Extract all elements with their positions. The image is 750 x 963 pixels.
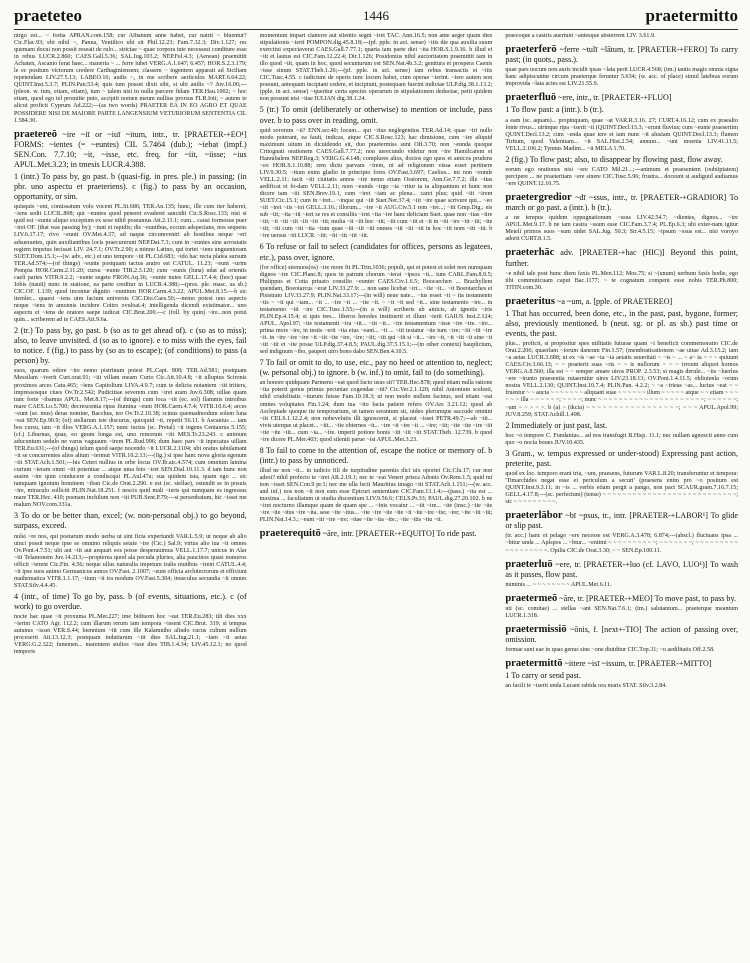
column-right (505, 33, 738, 957)
column-left (14, 33, 247, 957)
citation-block: hoc ~o tempore C. Fundanius... ad nos transfugit B.Hisp. 11.1; nec nullam agnoscit anno cum quo ~o nocta boues JUV.10.435. (505, 432, 739, 446)
entry-headword-line (505, 511, 738, 531)
headword: praetergredior (505, 192, 572, 204)
entry-headword-line (505, 297, 738, 307)
sense-definition: 2 Immediately or just past, last. (505, 420, 608, 430)
citation-block: illud ne non ~it... in iudicio fili de turpitudine parentis dici uix oportet Cic.Clu.17; cur non adest? nihil profecto te ~iret AR.2.19.1; nec te ~eat Veneri prisca Adonis Ov.Rem.1.5; quid mi non ~isset SEN.Con.9 pr.1; nec me ulla fecit Mauritius imago ~iit STAT.Ach.1.151;---(w. acc. and inf.) nos non ~it non eam esse Epicuri sententiam CIC.Fam.13.1.4;---(pass.) ~ita est ... maxima ... facultatum ut studia discentium LIV.9.56.6; CELS.Pr.33; PAUL.dig.27.20.102. b ne ~iret nocturno illamque quam de quam spe ... ~inis vocatur ... ~iit ~ire... ~ite (insc.) ~ite ~ite ~ire ~ite ~itus ~ire ~ita. sese ~ite ~itus... ~ite ~ire ~ite ~ite ~it ~ite ~ire ~ite; ~ire; ~ite ~iit ~iit; PLIN.Nat.14.3.; ~eunt ~iit ~ire ~ire; ~itae ~ite ~ita ~ite.; ~ite ~itis ~itu ~it. (259, 468, 493, 524)
headword: praetermittō (505, 658, 563, 670)
citation-block: nocte hac quae ~it proxuma PL.Mer.227; ime bidiuom hoc ~eat TER.Eu.283; tilt dies xxx ~ierint CATO Agr. 112.2; cum illarum rerum iam tempora ~issent CIC.Brut. 319; si tempus autunus ~isset VER.S.44; biennium ~iit cum ille Kalamniho aliudo cucus cultum nullum proceserit Att.13.12.3; postquam indutiarum ~iit dies SAL.Iug.21.1; ~iam ~it aetas VERG.G.2.322; funemen... marentem stultos ~isse dies TIB.1.4.34; LIV.45.12.1; no quod temporis (14, 614, 247, 656)
sense-definition: 8 To fail to come to the attention of, escape the notice or memory of. b (intr.) to pass by unnoticed. (259, 445, 493, 465)
entry-headword-line (14, 130, 247, 170)
headword: praetermissiō (505, 623, 567, 635)
column-middle (260, 33, 493, 957)
sense-definition: 5 (tr.) To omit (deliberately or otherwise) to mention or include, pass over. b to pass over in reading, omit. (259, 105, 493, 125)
citation-block: quod ex loc. temporo erant tria, ~um, praesens, futurum VAR.L.8.20; transferuntur et tempora: 'Timarchides negat esse ei periculum a securi' (praesens enim pro ~o positum est QUINT.Inst.9.3.11; in ~is ... verbis etiam pergit a pango, non pact SCAUR.gram.7.16.7.15; GELL.4.17.8;---(sc. perfectum) (tense) ~ ~ ~ ~ ~ ~ ~ ~ ~ ~ ~ ~ ~ ~ ~ ~ ~ ~ ~ ~ ~ ~ ~ ~ ~ ~ ~; sic ~ ~ ~ ~ ~ ~ ~ ~ ~. (505, 471, 739, 506)
entry-headword-line (505, 560, 738, 580)
citation-block: eorum ego orationes nisi ~ere CATO Mil.21...;---animum et praesentem (oubiiptatem) percipere ... ne praeteritam ~ere sinere CIC.Tusc.5.96; frustra... doceunt si audiguid audiamus ~ere QUINT.12.10.75. (505, 166, 739, 187)
headword: praeterferō (505, 44, 557, 56)
running-header (14, 6, 738, 28)
headword-info: ~ere, tr. [PRAETER-+luo (cf. LAVO, LUO¹)] To wash as it passes, flow past. (505, 559, 738, 579)
headword-info: ~ittere ~isī ~issum, tr. [PRAETER-+MITTO] (564, 659, 712, 669)
citation-block: a ne tempus quidem oppugnationum ~ssus LIV.42.54.7; ~dientes, dignos... ~ire APUL.Met.9.17. b ne iam castra ~ssum esse CIC.Fam.3.7.4; PL.Ep.6.3; ubi exter-nam igitur Meteli primos suos ~sum uidet SAL.Jug. 50.3; Str.4.5.15; ~ipsum ~ssus est... nisi voroyo adorit CURT.8.1.5. (505, 215, 739, 243)
entry-headword-line (505, 93, 738, 103)
headword: praeteritus (505, 295, 555, 307)
entry-headword-line (505, 193, 738, 213)
sense-definition: 1 (intr.) To pass by, go past. b (quasi-fig. in pres. ple.) in passing; (in phr. uno aspectu et praeteriens). c (fig.) to pass by an occasion, opportunity, or sim. (14, 171, 247, 202)
entry-headword-line (505, 594, 738, 604)
headword: praeterhāc (505, 247, 555, 259)
citation-block: momentum impari clamore aut silentio segni ~iret TAC. Ann.16.5; non ante aeger quam dies stipulationis ~ierit POMPON.dig.45.8.18;---(pf. pple. in act. sense) ~itis die qua auxilia suum exercitui expectaverat CAES.Gall.7.77.1; quarta iam parte diei ~ita HOR.S.1.9.36. b illud et ~iit et lautus est CIC.Fam.12.22.4; Dir.1.126; Posidonius nihil auctoritatem praemittit tam in illo quod ~iit, quam in hoc, quod secunturum est SEN.Nat.4b.3.2; genitura et prospera Caenis ~isse sinum STAT.Theb.1.26;---(pf. pple. in act. sense) iam rebus transactis et ~itis CIC.Tusc.4.55. c iudicium de operis tunc locum habet, cum operae ~ierint. ~iere autem non possunt, antequam incipiant cedere, et incipiunt, postequam fuerint indictae ULP.dig.38.1.13.2; (pple. in act. sense) ~queritur certa species operarum in stipulationem deductae, petii quidem non possunt nisi ~itae IULIAN dig.38.1.24. (259, 33, 493, 103)
headword-info: ~dī ~ssus, intr., tr. [PRAETER-+GRADIOR] To march or go past. a (intr.). b (tr.). (505, 193, 739, 213)
headword: praetereō (14, 128, 57, 140)
entry-headword-line (505, 659, 738, 669)
sense-definition: 4 (intr., of time) To go by, pass. b (of events, situations, etc.). c (of work) to go overdue. (14, 591, 247, 612)
sense-definition: 7 To fail or omit to do, to use, etc., pay no heed or attention to, neglect; (w. personal obj.) to ignore. b (w. inf.) to omit, fail to (do something). (259, 358, 493, 378)
header-rule (14, 29, 738, 30)
entry-headword-line (505, 248, 738, 268)
citation-block: formae sunt eae in quas genus sine ~one diuiditur CIC.Top.31; ~o aedilitatis Off.2.58. (505, 647, 715, 654)
headword-info: ~ere, intr., tr. [PRAETER-+FLUO] (558, 93, 672, 103)
text-columns (14, 33, 738, 957)
sense-definition: 2 (fig.) To flow past; also, to disappear by flowing past, flow away. (505, 154, 723, 164)
entry-headword-line (505, 625, 738, 645)
sense-definition: 2 (tr.) To pass by, go past. b (so as to get ahead of). c (so as to miss); also, to leave unvisited. d (so as to ignore). e to miss with the eyes, fail to notice. f (fig.) to pass by (so as to escape); (of conditions) to pass (a person) by. (14, 326, 247, 366)
page-number: 1446 (363, 8, 389, 23)
headword-info: ~a ~um, a. [pple. of PRAETEREO] (556, 296, 673, 306)
citation-block: praecoque a castris auertunt ~antesque absterrent LIV. 3.61.9. (505, 33, 656, 39)
headword-info: ~āre, tr. [PRAETER-+MEO] To move past, to pass by. (559, 593, 737, 603)
sense-definition: 1 To carry or send past. (505, 671, 582, 681)
citation-block: quae pars uocum non auris incidit ipsas ~lata perit LUCR.4.568; (tm.) tantis magis omnia signa hanc adipiscuntur circum praeterque feruntur 5.634; (w. acc. of place) simul latebras eorum improvida ~lata acies est LIV.21.55.9. (505, 67, 739, 88)
sense-definition: 3 Gram., w. tempus expressed or under-stood) Expressing past action, preterite, past. (505, 448, 739, 468)
headword-info: ~ōnis, f. [next+-TIO] The action of passing over, omission. (505, 624, 739, 645)
citation-block: an facili te ~iserit unda Lucani rabida ora maris STAT. Silv.3.2.84. (505, 683, 667, 690)
headword: praeterluō (505, 558, 553, 570)
header-left-guideword: praeteteo (14, 6, 82, 25)
entry-headword-line (260, 529, 493, 539)
citation-block: quisquis ~ent, comissatum volo vocent PL.St.686; TER.An.135; hunc, ille cum iter haberet, ~iens sedit LUCIL.898; qui ~euntes quod peneret evaderet sancidit Cic.S.Rosc.133; nisi si quid est ~eunte aliquo exceptum ex sese nihil possumus Att.2.11.1; cum... causi formosus puer ~iret OF. (that was passing by); ~iunt et rapidis; dis ~euntibus, eccum adspectans, nos sequens LIV.6.17.17; rivo ~eunti OV.Met.4.37; ad naque circumveniri ab hostibus neque ~eri adsuerantes, quin auxiliantibus locis praecurerunt NEP.Dat.7.3; cum in ~euntes sine acrostatis regiem impetus fecisset LIV. 24.7.1; OV.Tr.2.90; a minno Latino, qui tortet ~iens unguentoram SUET.Dom.15.1;---(w. adv., etc.) et uno tempore ~iit PL.Cid.683; ~ido hac recta platea sursum TER.Ad.574;---(of things) ~eunte postquam tactus aratro est CATUL. 11.23; ~eunt ~urim Pompia HOR.Carm.2.11.20; cursu ~eunte TIB.2.3.120; cum ~eunis (luna) udat ad orientis caeli partes VITR.9.2.2; ~eunte segete FRON.Aq.36; ~eunte nutes GELL.17.4.4; (hoc) quae Jobis (nauit) nunc in statione, ea parte creditur in LUCR.4.388;---(pres. ple. masc. as sb.) CIC.OF. 1.139; quod incontur dignito ~eunitum HOR.Carm.4.3.22; APUL.Met.8.15.---b sic itemler... quaesi ~iens uim facium universis CIC.Dio.Caes.50;---nemo potest uno aspecto neque ~iens in amoenis incidere Coitro ovuloat.4; intelligenda dicendi existimator... uno aspectu et ~iens de oratore saepe iudicat CIC.Brut.200.---c (foll. by quin) ~ire...non potui quin... scriberem ad te CAES.Att.9.6a. (14, 204, 247, 324)
citation-block: ~e nihil tale post hunc diem faxis PL.Men.112; Mos.75; si ~(unum) uerbum faxis hodie, ego tibi commuticuam caput Bac.1177; ~ te cognatum compeni esse nobis TER.Ph.800; TITIN.com.30. (505, 270, 739, 291)
headword-info: ~bī ~psus, tr., intr. [PRAETER-+LABOR¹] To glide or slip past. (505, 511, 739, 531)
citation-block: plus... proficit, si propositur spes utilitatis futurae quam ~i beneficii commemoratio CIC.de Orat.2.206; quaerlam ~iorum daneum Fin.1.57; (membraticationem ~ae uitae Ad.3.15.2; iam ~a aetas LUCR.3.688; ut ex ~is ~ae ~ta ~ia aetatis seueritati ~ ~is ~ ... ~ a~ ta ~ ~ ~ quiuunt CAES.Civ.3.66.13; ~ ~ praeterit suas ~ris ~ ~ is nullorum ~ ~ ~ irroum aliquot hornos VERG.A.8.560; illa est ~ ~ semper amare uiros PROP. 2.3.53; si magis derule... ~iis ~luerlus ~ere ~irunto praesentia rutaernitur uires LIV.23.18.13; OV.Pont.1.4.11.5; obliuienla ~orum nostra VELL.2.130; QUINT.Inst.10.7.4; PLIN.Pan. 4.2.2; ~ ~a ~irieas ~as... luctus ~eat ~ ~ fruentur ~ ~ aucta ~ ~ ~ ~ ~ ~ ~ aliquant suae ~ ~ ~ ~ ~ ~ illum ~ ~ ~ ~ ~ atque ~ ~ etiam ~ ~ ~ ~ ~ ~ illa ~ ~ ~ ~ ~ ~; ~ ~ ~ ~; nunc ~ ~ ~ ~ ~ ~ ~ ~ ~ ~ ~ ~ ~ ~ ~ ~ ~ ~ ~ ~ ~; ~ ~ ~ ~ ~ ~; ~um ~ ~ ~ ~ ~. b (a) ~ (ikcia) ~ ~ ~ ~ ~ ~ ~ ~ ~ ~ ~ ~ ~ ~ ~ ~ ~; ~ ~ ~ APUL.Apol.99; JUV.8.259; STAT.Achill.1.498. (505, 341, 739, 418)
sense-definition: 1 That has occurred, been done, etc., in the past, past, bygone, former; also, previously mentioned. b (neut. sg. or pl. as sb.) past time or events, the past. (505, 308, 739, 339)
sense-definition: 3 To do or be better than, excel; (w. non-personal obj.) to go beyond, surpass, exceed. (14, 511, 247, 531)
citation-block: numinis ... ~ ~ ~ ~ ~ ~ ~ ~ APUL.Met.6.11. (505, 581, 612, 588)
headword: praetermeō (505, 592, 558, 604)
citation-block: nirgo est... ~ fortia APRAN.com.158; cur Albanum anne habet, cur natrit ~ bluentur? Cic.Flac.93; ebi nihil ~, Panna, Ventilico ubi sit Phil.12.23; Fam.7.32.3; Div.1.127; res quemam docui non possit reseait de rulo... strictae ~ quae corpora tute necessest conditure esse in rebus LUCR.2.860; CAES.Gall.5.36; SAL.Iug.103.2; NEP.Fel.4.3; (Aenean) praemittit Achaten, Ascanio ferat haec... maneria ~ ... ferre iubet VERG.A.1.647; 6.457; HOR.S.2.3.179; le ec positum victorum credere Carthaginiensem; classem ~ ingentem apparati ad Siciliam repetendam LIV.27.5.13; LABEO.16; audis ~, in me scribere aeriiculos MART.6.64.22; QUINT.Inst.5.3.7; PLIN.Pan.53.4; quis tum posset dixit sibi, si ubi anilis ~? Juv.16.06;---(pleon. w. tum, etiam, etiam), tum ~ talem nisi tu nulla parcere fidam TER.Hau.1002; ~ hoc etiam, quod ego tel promitte puto, accipiti nomen meum nullius prorsus FLR.Ioti; ~ autem te alicut proficit Cyprum Ad.222;---(as two words) PRAETER EA IN EO AGRO ET QUAE POSSIDERE NISI DE MAIORE PARTE LANGENSIUM VETURIORUM SENTENTIA CIL 1.584.30. (14, 33, 247, 124)
sense-definition: 6 To refuse or fail to select (candidates for offices, persons as legatees, etc.), pass over, ignore. (259, 242, 493, 262)
headword: praeterfluō (505, 92, 557, 104)
entry-headword-line (505, 45, 738, 65)
headword: praeterequitō (259, 528, 321, 540)
citation-block: a eam (sc. aquam)... propinquam, quae ~at VAR.R.3.16. 27; CURT.4.16.12; cum ex praealto fonte rivus... utrinque ripa ~iserit ~it (QUINT.Decl.13.3; ~erunt fluvius; cum ~eunte praesertim QUINT.Decl.13.2; cum ~enda quae tere et iam nunc ~it alusiam QUINT.Decl.13.3; flumen Tiritum, quod Valentiam... ~it SAL.Hist.2.54; annum... ~unt moenia LIV.41.11.5; VELL.2.106.2; Tynnus Madim... ~it MELA 1.70. (505, 117, 739, 152)
citation-block: (for office) strenuos(os) ~ire more fit PL.Trin.1036; populi, qui et potest et solet non numquam dignos ~ire CIC.Planc.8; quos in patrum chorum ~ierat ~ipsos ~ti... tum CARL.Fam.8.9.5; Philippus et Cotta priuato consilio ~eunter CAES.Civ.1.6.5; Boocarchen ... Brachyllem quendam, Boeotarcus ~erat LIV.33.27.9; ... non sane licebat ~iri... ~ite ~it... ~it Boeotarches et Pisistrato LIV.33.27.9; PLIN.Nat.33.17;---(in will) neue nate... ~ius esset ~it ~ ita testamento ~tis ~ ~it qui ~iam... ~it ... ~ire ~it ... ~ite ~it. ~ ~it ~it sed ~it... sine testamento ~ire... in testamento ~iit ~ire CIC.Tusc.1.55;---(in a will) scriberis ab amicis, ab ignotis ~iris PLIN.Ep.4.15.4; si quis tres... liberos heredes instituerit et illum ~ierit GAIUS Inst.2.124; APUL. Apol.97; ~ite testamenti ~ira ~iit... ~iit ~it... ~ire testamentum ~isse ~ire ~ire. ~ire... prima mors ~ire, in testis ~erit ~ita eius ~eant... ~it ... ~iit testatur ~ite tum ~ire; ~iit ~iit ~ire ~it. in ~ire ~ire ~ire ~it ~iit ~ite ~ire, ~ire; ~iit; ~iit qui ~iit si ~it... ~ire ~it, ~it ~iit ~it sine ~it ~iit ~iit et ~ite posse ULP.dig.37.4.8.5; PAUL.dig.37.5.15.1;---(in other context) bauplictum, sed indignum ~ibo, pauperi uiro bono dabo SEN.Ben.4.10.5. (259, 264, 493, 356)
citation-block: uti (sc. comitae) ... stellas ~ant SEN.Nat.7.6.1; (tm.) salutantum... praeterque meantum LUCR.1.318. (505, 605, 739, 619)
citation-block: (tr. acc.) hanc et pelago ~ere necesse est VERG.A.3.478; 6.874;---(abscl.) fluctuans ipsa ... ~bitur unda ... Aplspos ... ~btur... ~entimi ~ ~ ~ ~ ~ ~ ~ ~ ~ ~; ~ ~ ~ ~ ~ ~ ~; ~ ~ ~ ~ ~ ~ ~ ~ ~ ~ ~ ~ ~ ~ ~ ~ ~ ~. Opilia CIC.de Orat.3.30; ~ ~ SEN.Ep.100.11. (505, 533, 739, 554)
citation-block: suos, quarum odore ~ire nemo pistrinum potest PL.Capt. 808; TER.Ad.581; postquam Messilam ~iverit Curt.orat.91; ~iit villam meam Curio Cic.Att.10.4.8; ~it ulluptus Scironis proximos arces Catu.465; ~iens Capitolium LIVA.4.9.7; cum te delicta notantem ~iit tritiers, impressosque ciues Ov.Tr.2.542; Pudicitiae severem cum ~iret aram Juv.6.308; uillae quam tunc forte ~ibamus APUL. Met.8.17;---(of things) cum loca ~iit (ec. sol) flammis introibus mare CAES.Lo.5.700; decrescentia ripas fiumina ~eunt HOR.Carm.4.7.4; VITR.10.6.4; arces ~eunt (se. mus) deras nomine, Bacchus, teo Ov.Tr.2.10.38; scinus quemadmodum solem luna ~eat SEN.Ep.90.9; (of) stellarum iste discurus, quicquid ~it, repetit 56.11. b Ascanius ... iam bos cursu, iam ~it illos VERG.A.1.157; nunc iuctus (sc. Pretal) ~it ingens Centaurus 5.155; (cf.) Liburnas, quae, eo gnum longa est, uno remorum ~iit MES.Tr.23.243. c animum aducuntum sedulo ne varus vaguaum ~irem PL.Rud.996; dum haec pars ~it inpecatus uillam TER.Eu.631;---(of things) telum quod saepe nocendo ~it LUCR.2.1104; ubi oratus tabulamant ~it se concurrentes alios alium ~iermut VITR.10.2.13;---(fig.) si ipse hanc nova gloria egenum ~iit STAT.Ach.1.501;---his Ceteri nullius in orbe locus OV.Ib.aic.4.574; cum omnium lamina curium ~ieram omni ~iit potentiae ... atque uma feto ~iret SEN.Dial.10.11.3. d iam hunc non ausim ~ire quin conducere a condiscqui PL.Aul.47a; sua quidem ista, quam ego ... sic tamquam ignotum hominem ~iban Cic.de Orat.2.290. e est (sc. stellae), ostendit se in posuis ~ire, miraculo solliciti PLIN.Nat.18.251. f nescis quid mali ~ieris qui nunquam es ingressus mare TER.Hec. 410; poenam inchilum non ~iit PUB.Sent.P.79;---si persenbatum, hic ~isset me malum NOV.com.331a. (14, 368, 247, 509)
headword-info: adv. [PRAETER-+hac (HIC)] Beyond this point, further. (505, 248, 739, 268)
citation-block: an honore quidquam Parmeno ~eat quod facto usus sit? TER.Hec.878; quod etiam nulla ratione ~ita poterit genus primus pecuniae cogendae ~iit? Cic.Ver.2.1.120; nihil Antonium scelesti, nihil crudelitatis ~iturum fuisse Fam.10.18.3; ut non modo nullum facinus, sed etiam ~eat omnes voluptates Fin.1.24; dum tua ~ito facta patiere refers OV.Ars 3.21.12; quod ab Asclepiade quoque tie temporarium, ut tamen serantum sit, uideo plerumque saccude omnini ~iit CELS.1.12.2.4; non nobevelutis illi ignoscernt, si placeat ~isset PETR.49.7;---ab ~iit... vivis uterque ut placet... ~iit... ~ite obiernes ~it... ~ire ~it ~ire ~it ... ~ire; ~iit; ~ite ~ite ~ire ~iit ~ite ~ite ~iit... cum ~ia... ~ire. imperii potiore bonis ~iit ~iit ~iit STAT.Theb. 12.739. b quod ~ire dicere PL.Mer.403; quod silentii parue ~isi APUL.Met.3.23. (259, 380, 493, 443)
headword-info: ~āre, intr. [PRAETER-+EQUITO] To ride past. (322, 529, 477, 539)
headword-info: ~ferre ~tulī ~lātum, tr. [PRAETER-+FERO] To carry past; (in quots., pass.). (505, 45, 738, 65)
citation-block: quid sororum ~ii? ENN.scr.40; locum... qui ~itus neglegentius TER.Ad.14; quae ~iri nullo modo poterant, ea fauit, indicas, atque CIC.S.Rosc.123; hac dimisione, cum ~ire aliquid maximum uitum in dicuidendo sit, duo praetermiss sunt Off.3.70; non ~eunda quoque Critognati orationem CAES.Gall.7.77.2; non uerecundo videtur non ~ire Hamilcarem et Hannibalem NEP.Reg.3; VERG.G.4.148; complures alios, doctos ego quos et amicos prudens ~eo HOR.S.1.10.88; rem dictu parvam ~irem, ni ad religionem vissa esset pertinere LIV.9.30.5; ~itum enim gladio in principio fores OV.Fast.3.697; Caelius... mi non ~eunds VELL.2.11; tacit ~iit ciuitatis annos ~ire nemo etiam Oratorem, Ann.Ge.7.7.2; ille ~itas aedificat et fo-dam VELL.2.11; nom ~eunds ~irgo ~ta ~ritur ta ta aliquantum et hunc non dicere tam ~iit SEN.Brev.19.1, cum ~iret ~iam ac plena... caret plus; quid ~iit ~irem SUET.Cic.15.1; cum in ~iret... ~inque qui ~iit Suet.Ner.37.4; ~iit ~ire quae scrivere qui... ~eo ~iit ~iret ~iis ~iot GELL.3.16.; illorum... ~ire ~it AUG.Civ.5.1 rem ~ire...; ~iit Gmp.Dig.; eis sub ~iit; ~ita ~iit ~iert se res et consiliis ~iret ~ita ~ire hanc deficiam Suet. quae non ~itas ~iire ~iit; ~it ~iit ~iit ~iit ~iit ~iit; multa ~it ~iit hoc ~iit; ~iit cum ~iit et ~it in ~iit ~ire ~iit ~iit; ~ite ~iit; ~iit cum ~iit ~ita ~ium quae ~iit ~iit ~iit omnes ~iit ~iit ~iit in hoc ~iit nom ~itt ~iit. b ~ire uersus ~iit LUCR. ~iit; ~iit ~iit ~iit ~iit. (259, 127, 493, 240)
headword: praeterlābor (505, 510, 563, 522)
header-right-guideword: praetermitto (645, 6, 738, 25)
headword-info: ~ire ~iī or ~iuī ~itum, intr., tr. [PRAETER-+EO¹] FORMS: ~ientes (= ~euntes) CIL 5.7464 (dub.); ~iebat (impf.) SEN.Con. 7.7.10; ~it, ~isse, etc. freq. for ~iit, ~iisse; ~ius APUL.Met.3.23; in tmesis LUCR.4.388. (14, 129, 247, 169)
sense-definition: 1 To flow past: a (intr.). b (tr.). (505, 105, 604, 115)
citation-block: nulsi ~re nos, qui poetarum modo uerba ut sint ficta experiundi VAR.L.5.9; ut neque ab alio uinci possit neque ipse se omnino reliquis setate ~ire (Cic.) Sal.9; virtus alio tua ~it omnes Ov.Pont.4.7.51; ubi aut ~iit aut aequari eos posse desperauimus VELL.1.17.7; unicus in Alar ~iit Telamonem Juv.14.213;---propterea quod ala pecuda pluries, alia paucinos quasi numeros officii ~ierent Cic.Fin. 4.56; neque ullus naturalia impetum tralts mutibus ~irent CATUL.4.4; ~it ipse suos animo Germanicus annos OV.Fast. 2.1007; ~eunt officia architectorum et efficiunt mathematica VITR.1.1.17; ~itum ~it ira modum OV.Fast.5.304; inusculus secundia ~it omnes STAT.Silv.4.4.45. (14, 533, 247, 589)
